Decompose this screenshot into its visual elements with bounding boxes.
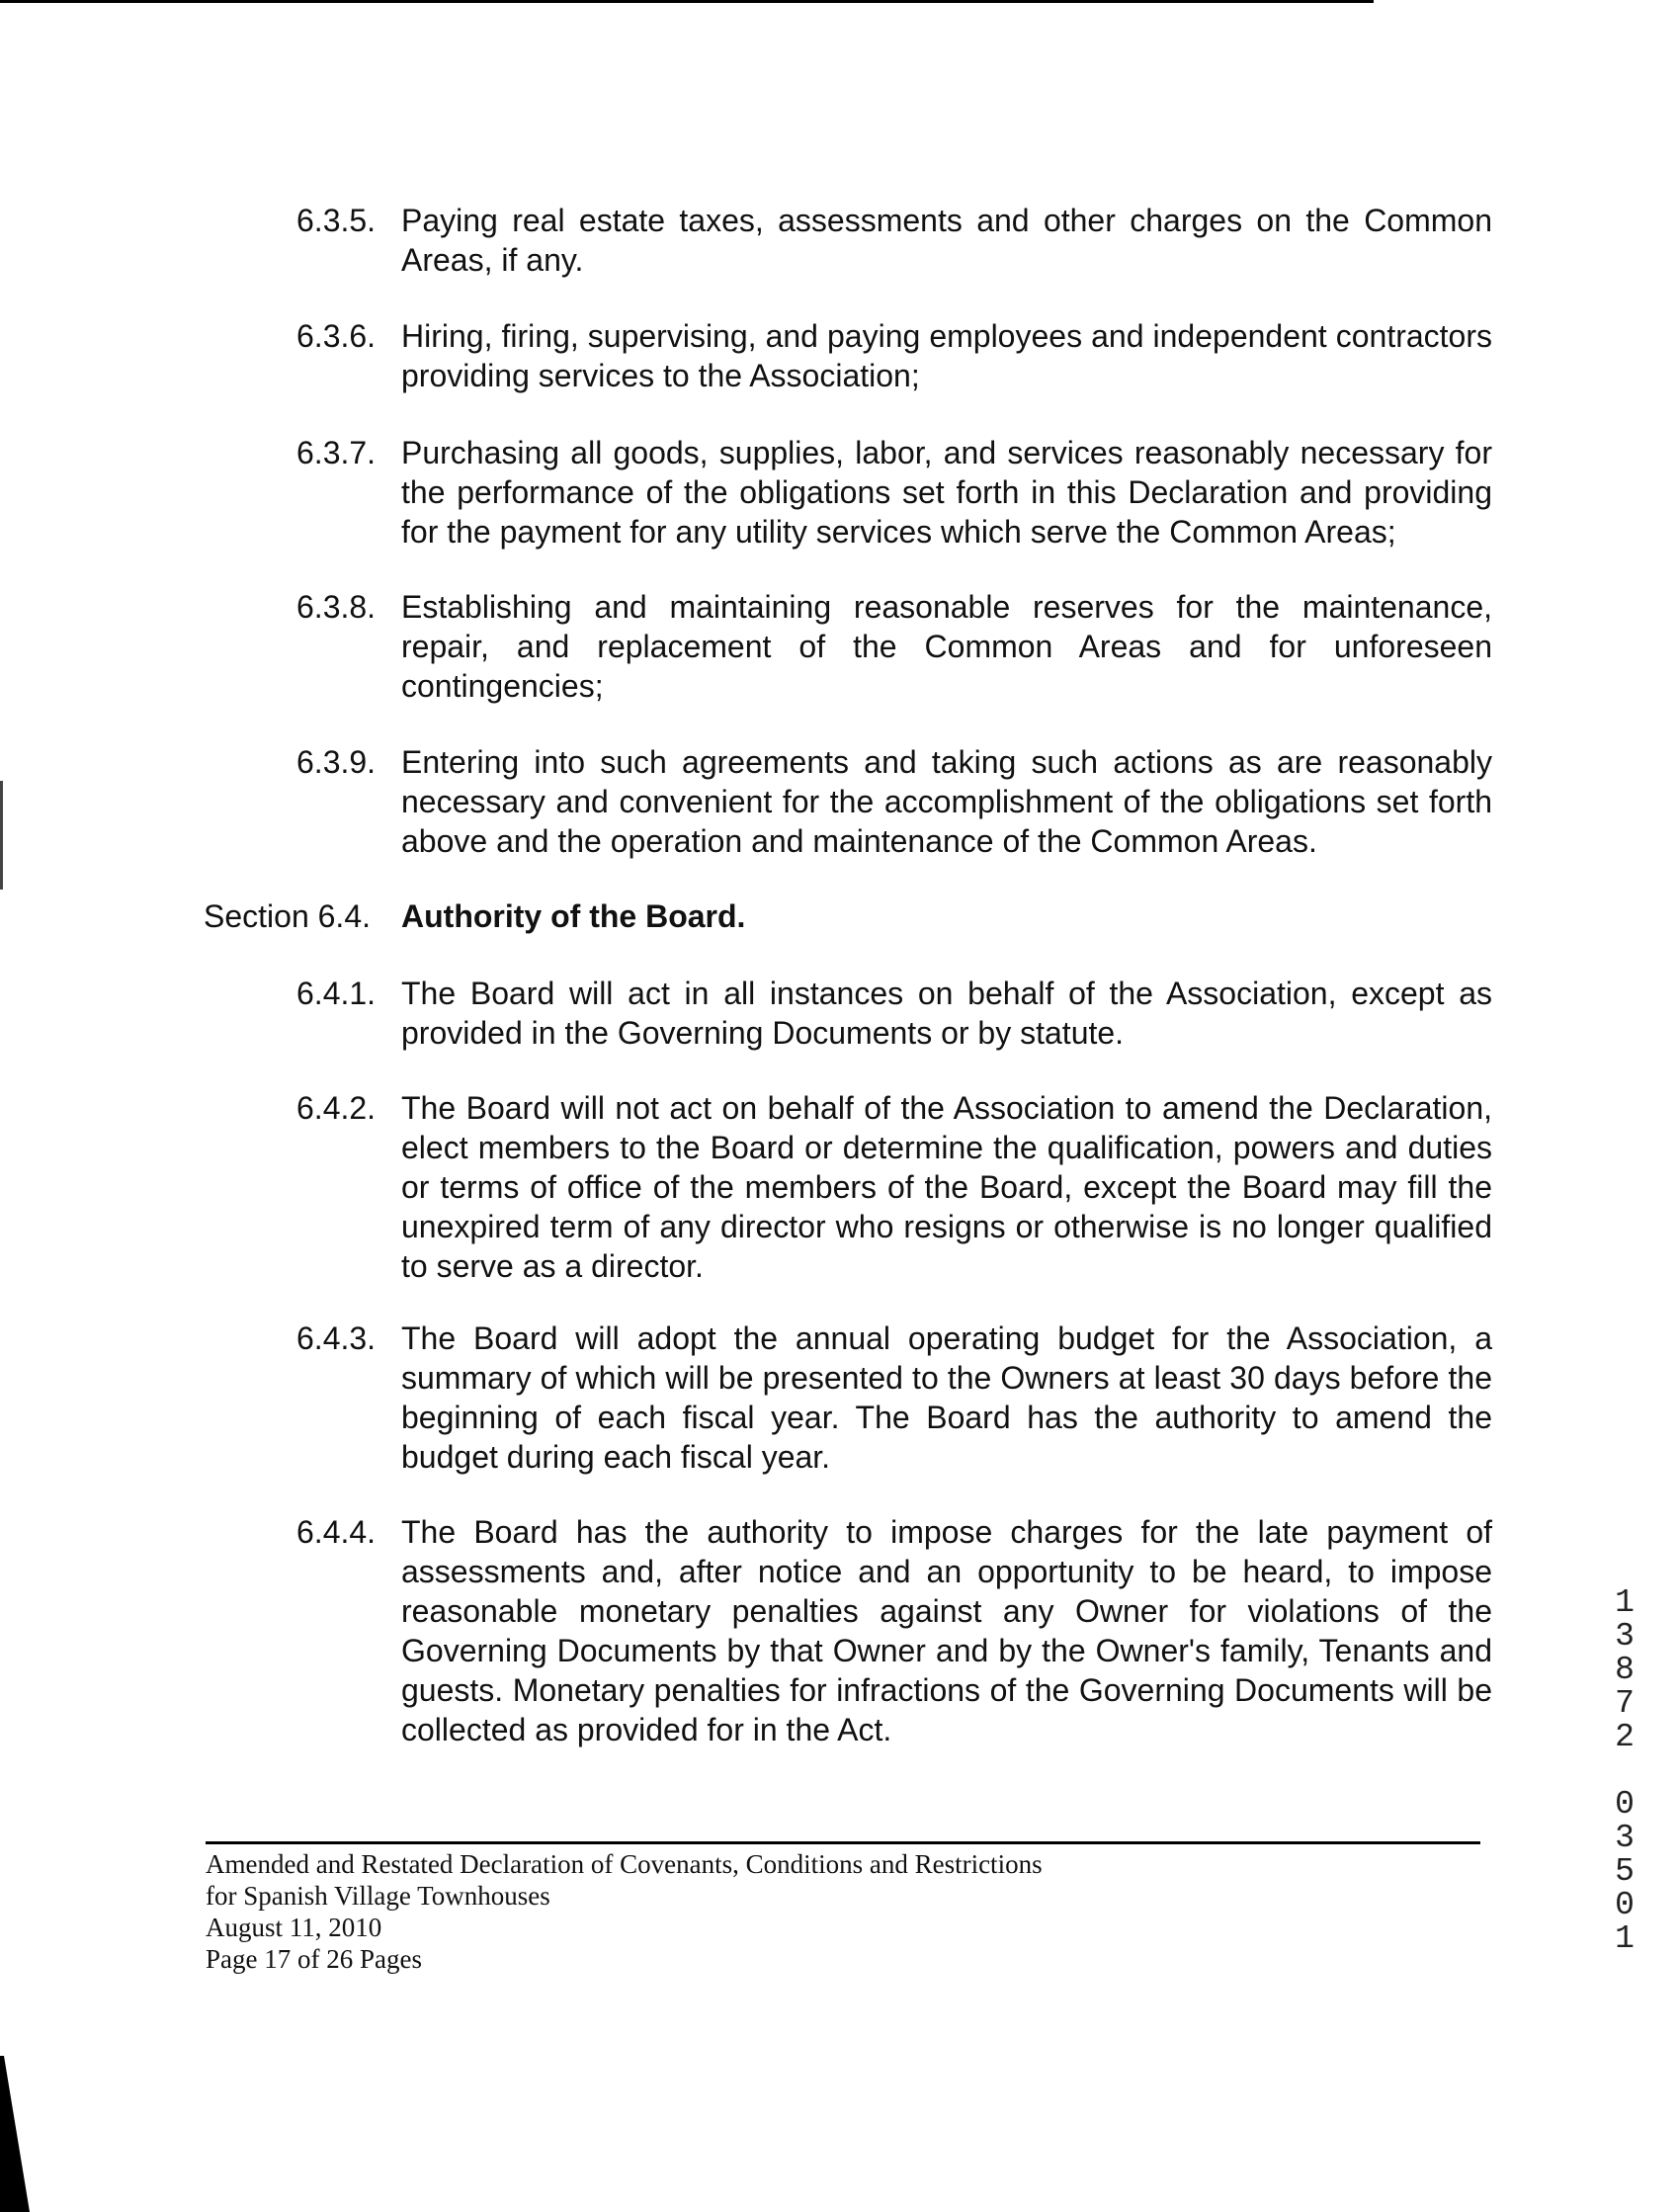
- clause-6-4-1: [296, 974, 1492, 1053]
- clause-text: Establishing and maintaining reasonable reserves for the maintenance, repair, and replacement of the Common Areas and for unforeseen contingencies;: [401, 589, 1492, 704]
- recording-number-stamp: [1607, 1586, 1642, 1956]
- stamp-digit: 7: [1615, 1685, 1635, 1722]
- stamp-digit: 3: [1615, 1618, 1635, 1655]
- clause-6-3-5: [296, 201, 1492, 280]
- clause-text: The Board will not act on behalf of the Association to amend the Declaration, elect members to the Board or determine the qualification, powers and duties or terms of office of the members of the Board, except the Board may fill the unexpired term of any director who resigns or otherwise is no longer qualified to serve as a director.: [401, 1090, 1492, 1284]
- clause-number: 6.3.8.: [296, 589, 377, 625]
- section-number: Section 6.4.: [204, 898, 371, 934]
- clause-text: The Board has the authority to impose charges for the late payment of assessments and, after notice and an opportunity to be heard, to impose reasonable monetary penalties against any Owner for violations of the Governing Documents by that Owner and by the Owner's family, Tenants and guests. Monetary penalties for infractions of the Governing Documents will be collected as provided for in the Act.: [401, 1514, 1492, 1747]
- page-footer: [206, 1848, 1043, 1975]
- clause-6-3-8: [296, 587, 1492, 706]
- stamp-digit: 1: [1615, 1584, 1635, 1621]
- clause-text: Entering into such agreements and taking such actions as are reasonably necessary and convenient for the accomplishment of the obligations set forth above and the operation and maintenance of the Common Areas.: [401, 744, 1492, 859]
- section-title: Authority of the Board.: [401, 898, 746, 934]
- stamp-gap: [1607, 1754, 1642, 1788]
- clause-number: 6.4.2.: [296, 1090, 377, 1126]
- clause-6-3-9: [296, 742, 1492, 861]
- stamp-digit: 0: [1615, 1887, 1635, 1923]
- section-heading: [204, 896, 745, 936]
- stamp-digit: 2: [1615, 1719, 1635, 1755]
- clause-number: 6.3.6.: [296, 318, 377, 354]
- clause-number: 6.4.3.: [296, 1320, 377, 1356]
- footer-divider: [206, 1841, 1480, 1844]
- clause-text: The Board will adopt the annual operating budget for the Association, a summary of which will be presented to the Owners at least 30 days before the beginning of each fiscal year. The Board has the authority to amend the budget during each fiscal year.: [401, 1320, 1492, 1475]
- clause-number: 6.4.4.: [296, 1514, 377, 1550]
- clause-number: 6.4.1.: [296, 976, 377, 1011]
- stamp-digit: 8: [1615, 1652, 1635, 1688]
- clause-number: 6.3.5.: [296, 203, 377, 238]
- clause-text: Hiring, firing, supervising, and paying employees and independent contractors providing services to the Association;: [401, 318, 1492, 393]
- footer-page-number: Page 17 of 26 Pages: [206, 1944, 422, 1974]
- clause-6-3-6: [296, 316, 1492, 395]
- clause-number: 6.3.9.: [296, 744, 377, 780]
- stamp-digit: 3: [1615, 1820, 1635, 1856]
- clause-text: The Board will act in all instances on behalf of the Association, except as provided in the Governing Documents or by statute.: [401, 976, 1492, 1051]
- clause-number: 6.3.7.: [296, 435, 377, 470]
- footer-property-name: for Spanish Village Townhouses: [206, 1881, 550, 1911]
- stamp-digit: 1: [1615, 1920, 1635, 1957]
- footer-document-title: Amended and Restated Declaration of Covenants, Conditions and Restrictions: [206, 1849, 1043, 1879]
- clause-6-4-2: [296, 1088, 1492, 1286]
- clause-text: Purchasing all goods, supplies, labor, and services reasonably necessary for the performance of the obligations set forth in this Declaration and providing for the payment for any utility services which serve the Common Areas;: [401, 435, 1492, 550]
- clause-6-4-4: [296, 1512, 1492, 1749]
- stamp-digit: 5: [1615, 1853, 1635, 1890]
- clause-6-3-7: [296, 433, 1492, 552]
- clause-text: Paying real estate taxes, assessments and other charges on the Common Areas, if any.: [401, 203, 1492, 278]
- clause-6-4-3: [296, 1319, 1492, 1477]
- stamp-digit: 0: [1615, 1786, 1635, 1823]
- footer-date: August 11, 2010: [206, 1913, 382, 1942]
